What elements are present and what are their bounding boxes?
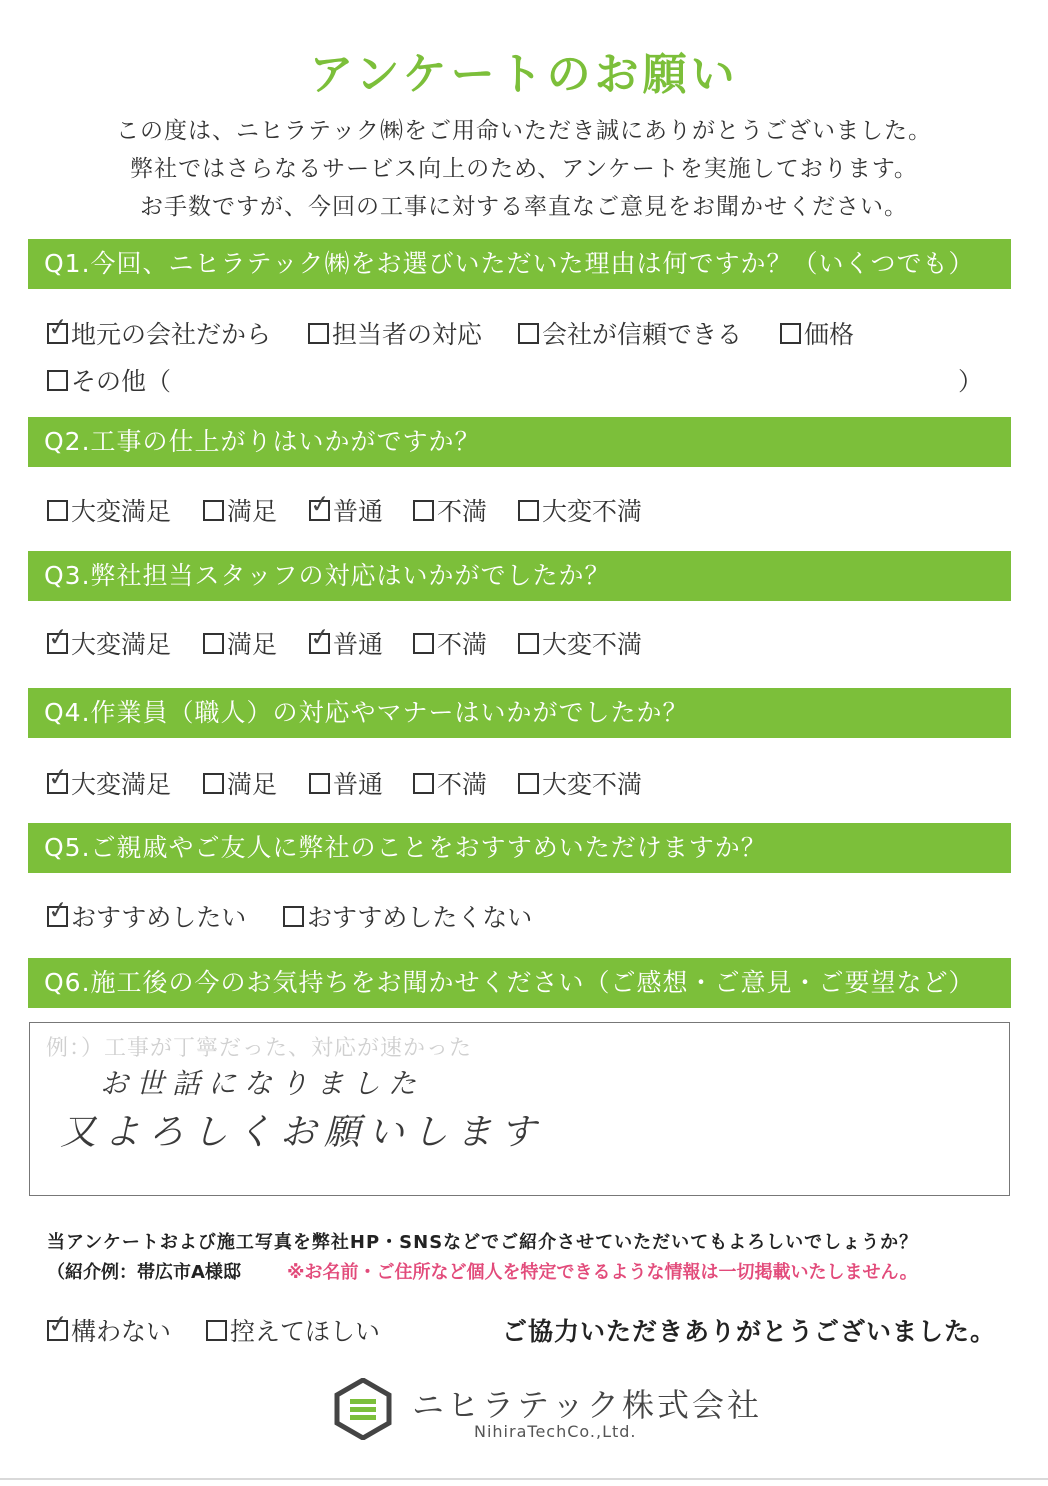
q4-option-satisfied[interactable]: 満足 <box>203 765 277 801</box>
checkbox[interactable] <box>518 773 539 794</box>
checkbox[interactable] <box>203 633 224 654</box>
checkbox[interactable] <box>46 894 70 927</box>
q4-option-very-satisfied[interactable]: ✓ 大変満足 <box>46 761 172 799</box>
checkbox[interactable] <box>413 633 434 654</box>
company-name: ニヒラテック株式会社 <box>412 1386 763 1424</box>
checkbox[interactable] <box>203 773 224 794</box>
q6-question: Q6.施工後の今のお気持ちをお聞かせください（ご感想・ご意見・ご要望など） <box>28 958 1011 1008</box>
consent-option-decline[interactable]: 控えてほしい <box>206 1312 380 1348</box>
q3-option-satisfied[interactable]: 満足 <box>203 625 277 661</box>
checkbox[interactable] <box>46 311 70 344</box>
checkbox[interactable] <box>308 621 332 654</box>
handwritten-line-2: 又よろしくお願いします <box>60 1112 545 1153</box>
q1-option-trust[interactable]: 会社が信頼できる <box>518 315 742 351</box>
checkbox[interactable] <box>413 773 434 794</box>
q5-option-recommend[interactable]: ✓ おすすめしたい <box>46 894 247 932</box>
consent-question: 当アンケートおよび施工写真を弊社HP・SNSなどでご紹介させていただいてもよろしいでしょうか？ <box>47 1232 919 1253</box>
check-mark-icon: ✓ <box>46 1308 70 1340</box>
q4-question: Q4.作業員（職人）の対応やマナーはいかがでしたか？ <box>28 688 1011 738</box>
checkbox[interactable] <box>518 633 539 654</box>
q5-question: Q5.ご親戚やご友人に弊社のことをおすすめいただけますか？ <box>28 823 1011 873</box>
q2-option-very-dissatisfied[interactable]: 大変不満 <box>518 492 642 528</box>
company-name-en: NihiraTechCo.,Ltd. <box>474 1422 637 1441</box>
check-mark-icon: ✓ <box>46 761 70 793</box>
q1-question: Q1.今回、ニヒラテック㈱をお選びいただいた理由は何ですか？（いくつでも） <box>28 239 1011 289</box>
check-mark-icon: ✓ <box>46 621 70 653</box>
intro-line-1: この度は、ニヒラテック㈱をご用命いただき誠にありがとうございました。 <box>116 118 932 144</box>
q4-option-very-dissatisfied[interactable]: 大変不満 <box>518 765 642 801</box>
checkbox[interactable] <box>518 500 539 521</box>
checkbox[interactable] <box>206 1320 227 1341</box>
company-logo-icon <box>334 1378 392 1440</box>
check-mark-icon: ✓ <box>46 311 70 343</box>
intro-line-3: お手数ですが、今回の工事に対する率直なご意見をお聞かせください。 <box>140 194 908 220</box>
consent-example: （紹介例：帯広市A様邸 <box>47 1262 241 1283</box>
checkbox[interactable] <box>518 323 539 344</box>
q3-question: Q3.弊社担当スタッフの対応はいかがでしたか？ <box>28 551 1011 601</box>
checkbox[interactable] <box>46 621 70 654</box>
q3-option-very-dissatisfied[interactable]: 大変不満 <box>518 625 642 661</box>
q1-option-other[interactable]: その他（ <box>47 362 171 398</box>
q2-option-satisfied[interactable]: 満足 <box>203 492 277 528</box>
q3-option-very-satisfied[interactable]: ✓ 大変満足 <box>46 621 172 659</box>
checkbox[interactable] <box>47 500 68 521</box>
consent-notice: ※お名前・ご住所など個人を特定できるような情報は一切掲載いたしません。 <box>287 1262 918 1283</box>
checkbox[interactable] <box>308 323 329 344</box>
q3-option-normal[interactable]: ✓ 普通 <box>308 621 384 659</box>
checkbox[interactable] <box>309 773 330 794</box>
checkbox[interactable] <box>308 488 332 521</box>
handwritten-line-1: お世話になりました <box>100 1067 425 1100</box>
intro-line-2: 弊社ではさらなるサービス向上のため、アンケートを実施しております。 <box>130 156 918 182</box>
q5-option-not-recommend[interactable]: おすすめしたくない <box>283 898 532 934</box>
q2-question: Q2.工事の仕上がりはいかがですか？ <box>28 417 1011 467</box>
q2-option-normal[interactable]: ✓ 普通 <box>308 488 384 526</box>
q4-option-dissatisfied[interactable]: 不満 <box>413 765 487 801</box>
q1-other-close-paren: ） <box>958 367 984 396</box>
checkbox[interactable] <box>203 500 224 521</box>
check-mark-icon: ✓ <box>308 488 332 520</box>
checkbox[interactable] <box>283 906 304 927</box>
q2-option-dissatisfied[interactable]: 不満 <box>413 492 487 528</box>
page-title: アンケートのお願い <box>309 49 739 100</box>
comment-placeholder: 例：）工事が丁寧だった、対応が速かった <box>46 1036 473 1061</box>
q1-option-staff[interactable]: 担当者の対応 <box>308 315 482 351</box>
checkbox[interactable] <box>46 761 70 794</box>
q4-option-normal[interactable]: 普通 <box>309 765 383 801</box>
consent-option-ok[interactable]: ✓ 構わない <box>46 1308 172 1346</box>
checkbox[interactable] <box>47 370 68 391</box>
thanks-message: ご協力いただきありがとうございました。 <box>502 1317 997 1346</box>
check-mark-icon: ✓ <box>308 621 332 653</box>
check-mark-icon: ✓ <box>46 894 70 926</box>
q1-option-local-company[interactable]: ✓ 地元の会社だから <box>46 311 272 349</box>
q3-option-dissatisfied[interactable]: 不満 <box>413 625 487 661</box>
page-bottom-divider <box>0 1478 1048 1480</box>
checkbox[interactable] <box>46 1308 70 1341</box>
q1-option-price[interactable]: 価格 <box>780 315 854 351</box>
checkbox[interactable] <box>413 500 434 521</box>
q2-option-very-satisfied[interactable]: 大変満足 <box>47 492 171 528</box>
checkbox[interactable] <box>780 323 801 344</box>
